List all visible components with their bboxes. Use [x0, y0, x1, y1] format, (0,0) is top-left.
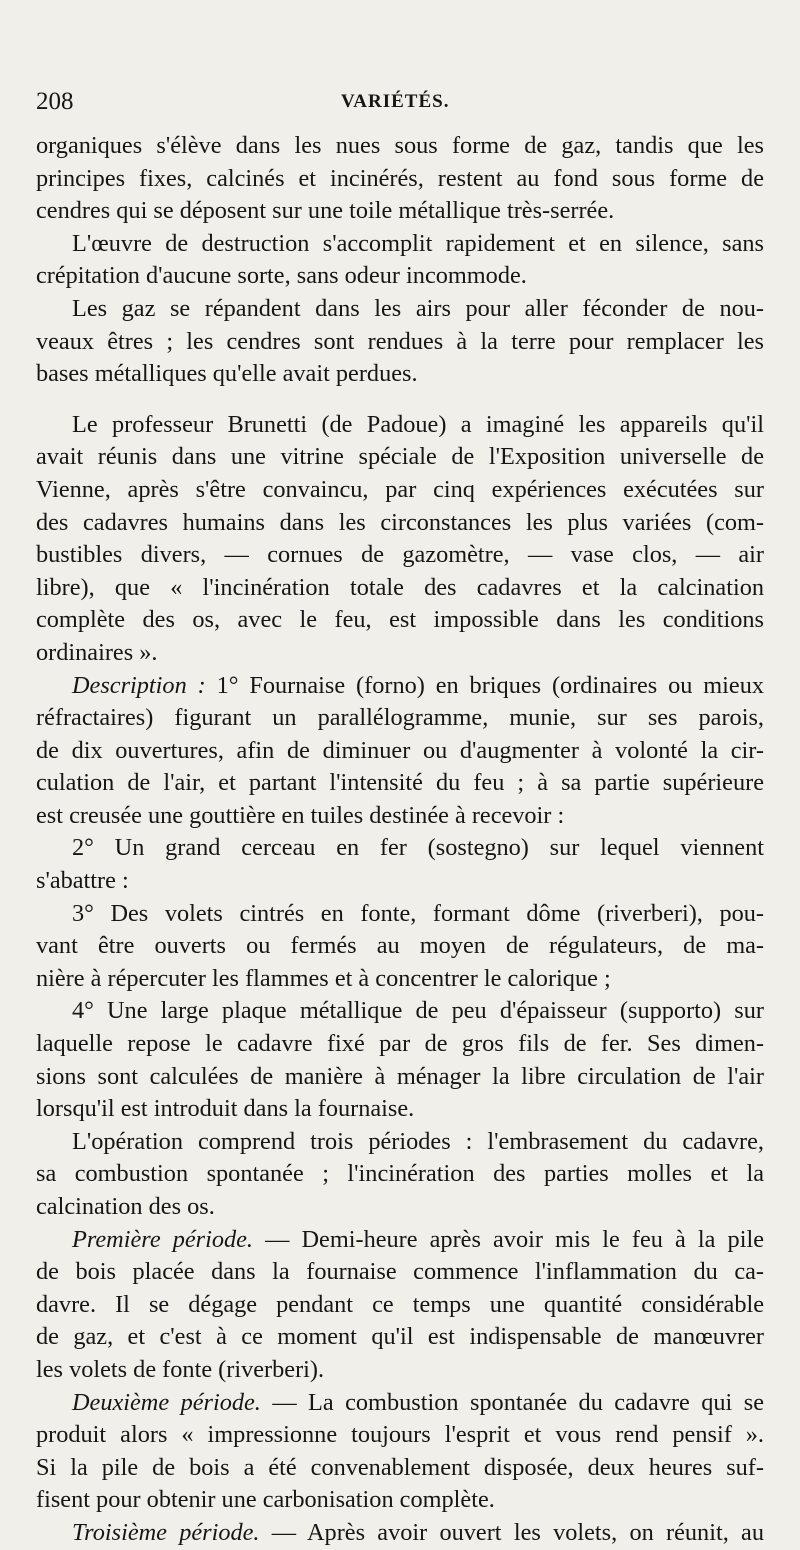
line-text: — La combustion spontanée du cadavre qui se	[260, 1388, 764, 1416]
text-line	[36, 1224, 764, 1257]
text-line	[36, 1517, 764, 1550]
text-line: L'œuvre de destruction s'accomplit rapidement et en silence, sans	[72, 229, 764, 257]
text-line: Les gaz se répandent dans les airs pour aller féconder de nou-	[72, 294, 764, 322]
page-number: 208	[36, 88, 74, 115]
text-line: de dix ouvertures, afin de diminuer ou d'augmenter à volonté la cir-	[36, 736, 764, 764]
text-line: complète des os, avec le feu, est impossible dans les conditions	[36, 606, 764, 634]
text-line: avait réunis dans une vitrine spéciale de l'Exposition universelle de	[36, 443, 764, 471]
text-line: les volets de fonte (riverberi).	[36, 1355, 325, 1383]
text-line: 3° Des volets cintrés en fonte, formant dôme (riverberi), pou-	[72, 899, 764, 927]
text-line: fisent pour obtenir une carbonisation complète.	[36, 1486, 495, 1514]
text-line	[36, 670, 764, 703]
text-line: lorsqu'il est introduit dans la fournaise.	[36, 1095, 415, 1123]
text-line: de gaz, et c'est à ce moment qu'il est indispensable de manœuvrer	[36, 1323, 764, 1351]
section-label: Deuxième période.	[72, 1388, 261, 1416]
page-header	[36, 88, 764, 122]
text-line: calcination des os.	[36, 1193, 215, 1220]
text-line: 4° Une large plaque métallique de peu d'épaisseur (supporto) sur	[72, 997, 764, 1025]
text-line: vant être ouverts ou fermés au moyen de régulateurs, de ma-	[36, 932, 764, 960]
text-line	[36, 1387, 764, 1420]
text-line: laquelle repose le cadavre fixé par de gros fils de fer. Ses dimen-	[36, 1030, 764, 1058]
text-line: ordinaires ».	[36, 638, 158, 666]
text-line: davre. Il se dégage pendant ce temps une quantité considérable	[36, 1290, 764, 1318]
text-line: Le professeur Brunetti (de Padoue) a imaginé les appareils qu'il	[72, 410, 764, 438]
text-line: Si la pile de bois a été convenablement disposée, deux heures suf-	[36, 1453, 764, 1481]
text-line: bustibles divers, — cornues de gazomètre, — vase clos, — air	[36, 541, 764, 569]
section-label: Troisième période.	[72, 1518, 260, 1546]
text-line: Vienne, après s'être convaincu, par cinq expériences exécutées sur	[36, 475, 764, 503]
text-line: des cadavres humains dans les circonstances les plus variées (com-	[36, 508, 764, 536]
line-text: — Demi-heure après avoir mis le feu à la pile	[253, 1225, 764, 1253]
text-line: culation de l'air, et partant l'intensité du feu ; à sa partie supérieure	[36, 769, 764, 797]
text-line: 2° Un grand cerceau en fer (sostegno) sur lequel viennent	[72, 834, 764, 862]
text-line: nière à répercuter les flammes et à concentrer le calorique ;	[36, 964, 611, 992]
text-line: organiques s'élève dans les nues sous forme de gaz, tandis que les	[36, 132, 764, 159]
text-line: est creusée une gouttière en tuiles destinée à recevoir :	[36, 801, 565, 829]
text-line: bases métalliques qu'elle avait perdues.	[36, 360, 418, 388]
line-text: — Après avoir ouvert les volets, on réunit, au	[259, 1518, 764, 1546]
text-line: libre), que « l'incinération totale des cadavres et la calcination	[36, 573, 764, 601]
text-line: de bois placée dans la fournaise commence l'inflammation du ca-	[36, 1258, 764, 1286]
text-line: produit alors « impressionne toujours l'esprit et vous rend pensif ».	[36, 1421, 764, 1449]
text-line: s'abattre :	[36, 867, 129, 895]
section-label: Première période.	[72, 1225, 253, 1253]
text-line: cendres qui se déposent sur une toile métallique très-serrée.	[36, 197, 615, 225]
text-line: L'opération comprend trois périodes : l'embrasement du cadavre,	[72, 1127, 764, 1155]
section-label: Description :	[72, 671, 206, 699]
line-text: 1° Fournaise (forno) en briques (ordinaires ou mieux	[205, 671, 764, 699]
text-line: réfractaires) figurant un parallélogramme, munie, sur ses parois,	[36, 704, 764, 732]
text-line: principes fixes, calcinés et incinérés, restent au fond sous forme de	[36, 164, 764, 192]
running-title: VARIÉTÉS.	[341, 91, 450, 112]
page-body	[36, 130, 764, 1550]
text-line: sions sont calculées de manière à ménager la libre circulation de l'air	[36, 1062, 764, 1090]
text-line: veaux êtres ; les cendres sont rendues à la terre pour remplacer les	[36, 327, 764, 355]
text-line: sa combustion spontanée ; l'incinération des parties molles et la	[36, 1160, 764, 1188]
text-line: crépitation d'aucune sorte, sans odeur incommode.	[36, 262, 527, 290]
